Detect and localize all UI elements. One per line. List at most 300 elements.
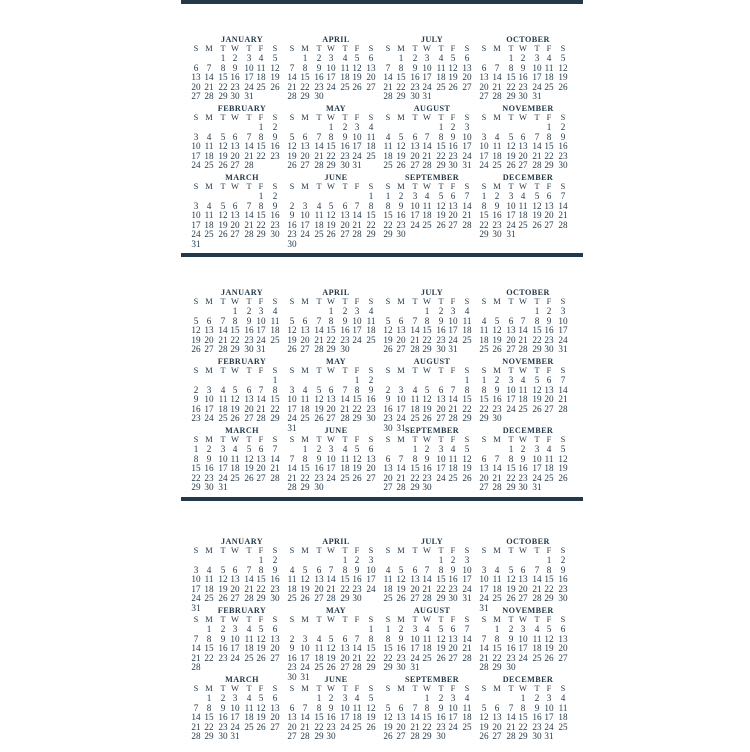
day-number: 29 [436, 160, 446, 171]
week-row [383, 210, 473, 220]
day-number: 24 [518, 652, 528, 663]
day-number: 17 [230, 712, 240, 723]
day-number: 13 [230, 574, 240, 585]
week-row [383, 385, 473, 395]
month-november [479, 357, 569, 425]
day-number: 6 [546, 375, 552, 385]
day-number: 30 [532, 731, 542, 742]
day-number: 23 [326, 721, 336, 732]
day-number: 22 [436, 583, 446, 594]
weekday-label: S [272, 435, 278, 444]
week-row [383, 574, 473, 584]
day-number: 16 [314, 463, 324, 474]
day-number: 25 [352, 721, 362, 732]
day-number: 15 [340, 574, 350, 585]
day-number: 21 [314, 334, 324, 345]
day-number: 18 [462, 712, 472, 723]
day-number: 1 [258, 555, 264, 565]
day-number: 11 [558, 702, 568, 713]
day-number: 7 [354, 200, 360, 211]
week-row [383, 463, 473, 473]
day-number: 25 [244, 721, 254, 732]
weekday-label: S [193, 44, 199, 53]
day-number: 7 [520, 315, 526, 326]
day-number: 26 [506, 160, 516, 171]
weekday-label: S [289, 44, 295, 53]
weekday-label: S [560, 435, 566, 444]
day-number: 22 [326, 334, 336, 345]
day-number: 16 [422, 463, 432, 474]
weekday-label: S [560, 297, 566, 306]
day-number: 15 [314, 712, 324, 723]
day-number: 28 [191, 662, 201, 673]
weekday-label: S [560, 684, 566, 693]
day-number: 23 [191, 413, 201, 424]
month-october [479, 35, 569, 103]
day-number: 27 [396, 344, 406, 355]
day-number: 1 [481, 191, 487, 201]
month-june [287, 426, 377, 494]
day-number: 30 [218, 731, 228, 742]
month-june [287, 173, 377, 249]
day-number: 3 [328, 53, 334, 63]
weekday-label: F [450, 297, 456, 306]
month-name: MARCH [225, 173, 259, 182]
day-number: 1 [258, 122, 264, 132]
day-number: 6 [258, 444, 264, 454]
day-number: 19 [191, 334, 201, 345]
day-number: 22 [300, 472, 310, 483]
day-number: 9 [220, 633, 226, 644]
day-number: 22 [544, 150, 554, 161]
weekday-label: F [258, 44, 264, 53]
week-row [287, 555, 377, 565]
day-number: 22 [492, 652, 502, 663]
day-number: 5 [272, 53, 278, 63]
weekday-header [479, 366, 569, 375]
day-number: 30 [383, 423, 393, 433]
day-number: 12 [366, 702, 376, 713]
week-row [287, 344, 377, 354]
month-november [479, 104, 569, 172]
day-number: 21 [410, 334, 420, 345]
month-name: FEBRUARY [217, 606, 267, 615]
day-number: 14 [383, 72, 393, 83]
day-number: 3 [412, 191, 418, 201]
day-number: 13 [479, 463, 489, 474]
day-number: 6 [520, 131, 526, 142]
day-number: 12 [191, 325, 201, 336]
day-number: 1 [534, 306, 540, 316]
day-number: 12 [300, 574, 310, 585]
weekday-header [287, 366, 377, 375]
day-number: 31 [506, 229, 516, 240]
day-number: 19 [256, 643, 266, 654]
weekday-label: T [246, 113, 252, 122]
day-number: 3 [302, 633, 308, 644]
week-row [383, 316, 473, 326]
weekday-label: S [464, 113, 470, 122]
day-number: 16 [270, 141, 280, 152]
day-number: 22 [506, 81, 516, 92]
weekday-header [383, 182, 473, 191]
week-row [191, 574, 281, 584]
day-number: 11 [204, 141, 214, 152]
day-number: 16 [492, 210, 502, 221]
day-number: 19 [326, 652, 336, 663]
day-number: 10 [326, 453, 336, 464]
day-number: 24 [287, 413, 297, 424]
week-row [383, 731, 473, 741]
day-number: 2 [272, 122, 278, 132]
day-number: 20 [366, 463, 376, 474]
day-number: 27 [287, 731, 297, 742]
day-number: 10 [448, 315, 458, 326]
day-number: 22 [218, 81, 228, 92]
day-number: 29 [532, 344, 542, 355]
month-name: MAY [325, 606, 346, 615]
weekday-label: S [481, 113, 487, 122]
week-row [287, 473, 377, 483]
day-number: 30 [270, 593, 280, 604]
day-number: 4 [342, 53, 348, 63]
week-row [287, 584, 377, 594]
day-number: 22 [340, 583, 350, 594]
day-number: 7 [560, 191, 566, 201]
week-row [287, 375, 377, 385]
day-number: 5 [560, 444, 566, 454]
day-number: 19 [462, 463, 472, 474]
week-row [479, 160, 569, 170]
week-row [191, 653, 281, 663]
week-row [383, 229, 473, 239]
day-number: 3 [220, 444, 226, 454]
day-number: 15 [436, 574, 446, 585]
weekday-label: F [546, 366, 552, 375]
week-row [479, 325, 569, 335]
day-number: 2 [246, 306, 252, 316]
day-number: 30 [558, 160, 568, 171]
day-number: 1 [206, 693, 212, 703]
day-number: 22 [422, 334, 432, 345]
weekday-label: S [385, 615, 391, 624]
week-row [287, 325, 377, 335]
week-row [479, 82, 569, 92]
day-number: 25 [383, 593, 393, 604]
day-number: 31 [218, 482, 228, 493]
day-number: 1 [316, 693, 322, 703]
day-number: 24 [410, 219, 420, 230]
weekday-label: M [205, 684, 213, 693]
day-number: 21 [191, 721, 201, 732]
day-number: 4 [546, 444, 552, 454]
day-number: 5 [398, 564, 404, 575]
day-number: 4 [450, 444, 456, 454]
day-number: 1 [302, 53, 308, 63]
weekday-label: F [354, 44, 360, 53]
day-number: 29 [256, 229, 266, 240]
weekday-label: S [272, 113, 278, 122]
day-number: 17 [410, 210, 420, 221]
day-number: 11 [544, 453, 554, 464]
day-number: 6 [412, 131, 418, 142]
month-name: MAY [325, 357, 346, 366]
day-number: 21 [314, 150, 324, 161]
weekday-label: F [258, 435, 264, 444]
weekday-label: T [246, 615, 252, 624]
day-number: 18 [352, 712, 362, 723]
week-row [383, 141, 473, 151]
month-november [479, 606, 569, 674]
weekday-label: T [220, 684, 226, 693]
week-row [287, 210, 377, 220]
day-number: 26 [287, 160, 297, 171]
day-number: 6 [328, 384, 334, 395]
day-number: 25 [422, 219, 432, 230]
month-name: JULY [420, 35, 444, 44]
weekday-label: M [397, 113, 405, 122]
day-number: 26 [462, 472, 472, 483]
weekday-label: W [327, 297, 335, 306]
day-number: 4 [385, 564, 391, 575]
day-number: 23 [436, 721, 446, 732]
day-number: 14 [492, 463, 502, 474]
day-number: 26 [326, 229, 336, 240]
week-row [287, 454, 377, 464]
day-number: 28 [256, 413, 266, 424]
day-number: 6 [232, 564, 238, 575]
day-number: 24 [462, 583, 472, 594]
day-number: 4 [368, 306, 374, 316]
weekday-label: S [385, 44, 391, 53]
weekday-label: T [220, 546, 226, 555]
day-number: 24 [544, 721, 554, 732]
day-number: 26 [558, 472, 568, 483]
day-number: 2 [560, 555, 566, 565]
day-number: 5 [316, 384, 322, 395]
day-number: 12 [436, 200, 446, 211]
day-number: 26 [492, 344, 502, 355]
weekday-label: M [397, 615, 405, 624]
weekday-label: W [423, 546, 431, 555]
week-row [479, 584, 569, 594]
weekday-label: F [354, 435, 360, 444]
day-number: 10 [300, 643, 310, 654]
day-number: 12 [256, 633, 266, 644]
day-number: 24 [326, 81, 336, 92]
weekday-label: T [508, 366, 514, 375]
weekday-label: W [519, 182, 527, 191]
week-row [383, 584, 473, 594]
weekday-label: S [272, 182, 278, 191]
day-number: 9 [520, 453, 526, 464]
day-number: 3 [232, 693, 238, 703]
day-number: 5 [385, 315, 391, 326]
day-number: 5 [546, 624, 552, 634]
day-number: 29 [256, 593, 266, 604]
day-number: 16 [270, 210, 280, 221]
day-number: 29 [366, 662, 376, 673]
day-number: 3 [546, 693, 552, 703]
day-number: 17 [506, 394, 516, 405]
day-number: 9 [508, 633, 514, 644]
day-number: 17 [340, 712, 350, 723]
day-number: 8 [534, 315, 540, 326]
day-number: 2 [438, 306, 444, 316]
weekday-label: T [342, 297, 348, 306]
weekday-label: M [493, 366, 501, 375]
day-number: 29 [479, 413, 489, 424]
day-number: 28 [314, 344, 324, 355]
day-number: 3 [398, 384, 404, 395]
day-number: 27 [462, 81, 472, 92]
weekday-header [383, 366, 473, 375]
week-row [191, 624, 281, 634]
day-number: 28 [326, 593, 336, 604]
day-number: 29 [270, 413, 280, 424]
day-number: 21 [270, 463, 280, 474]
day-number: 22 [383, 219, 393, 230]
week-row [479, 335, 569, 345]
week-row [383, 722, 473, 732]
weekday-label: M [301, 684, 309, 693]
day-number: 30 [410, 91, 420, 102]
day-number: 16 [218, 712, 228, 723]
weekday-label: M [493, 182, 501, 191]
weekday-label: M [493, 435, 501, 444]
day-number: 10 [287, 394, 297, 405]
month-january [191, 288, 281, 356]
day-number: 1 [508, 444, 514, 454]
month-name: FEBRUARY [217, 104, 267, 113]
weekday-label: T [316, 182, 322, 191]
week-row [479, 404, 569, 414]
day-number: 11 [204, 574, 214, 585]
day-number: 8 [193, 453, 199, 464]
week-row [191, 385, 281, 395]
day-number: 28 [218, 344, 228, 355]
day-number: 9 [450, 131, 456, 142]
day-number: 2 [342, 122, 348, 132]
day-number: 11 [340, 62, 350, 73]
month-march [191, 675, 281, 743]
day-number: 12 [352, 453, 362, 464]
day-number: 14 [492, 72, 502, 83]
day-number: 18 [244, 643, 254, 654]
day-number: 16 [287, 652, 297, 663]
weekday-label: S [385, 435, 391, 444]
day-number: 21 [256, 403, 266, 414]
day-number: 29 [383, 229, 393, 240]
day-number: 3 [412, 624, 418, 634]
day-number: 3 [520, 624, 526, 634]
weekday-label: S [193, 684, 199, 693]
day-number: 19 [218, 150, 228, 161]
day-number: 23 [340, 150, 350, 161]
day-number: 21 [532, 150, 542, 161]
day-number: 6 [520, 564, 526, 575]
day-number: 14 [244, 574, 254, 585]
day-number: 21 [492, 472, 502, 483]
day-number: 19 [492, 334, 502, 345]
day-number: 5 [385, 702, 391, 713]
day-number: 12 [532, 384, 542, 395]
day-number: 20 [287, 721, 297, 732]
day-number: 19 [436, 643, 446, 654]
day-number: 4 [206, 131, 212, 142]
weekday-label: T [508, 546, 514, 555]
day-number: 28 [558, 219, 568, 230]
day-number: 23 [340, 334, 350, 345]
day-number: 9 [438, 702, 444, 713]
weekday-label: W [231, 684, 239, 693]
day-number: 29 [492, 662, 502, 673]
weekday-label: T [316, 546, 322, 555]
week-row [383, 413, 473, 423]
week-row [191, 151, 281, 161]
week-row [479, 555, 569, 565]
weekday-label: S [481, 615, 487, 624]
weekday-label: W [231, 366, 239, 375]
day-number: 30 [506, 662, 516, 673]
day-number: 4 [520, 375, 526, 385]
weekday-label: S [272, 546, 278, 555]
day-number: 18 [479, 334, 489, 345]
day-number: 22 [256, 219, 266, 230]
week-row [191, 731, 281, 741]
day-number: 9 [193, 394, 199, 405]
weekday-label: S [481, 546, 487, 555]
weekday-label: W [519, 546, 527, 555]
day-number: 3 [534, 53, 540, 63]
day-number: 4 [258, 53, 264, 63]
weekday-label: T [534, 44, 540, 53]
day-number: 30 [244, 344, 254, 355]
day-number: 27 [300, 344, 310, 355]
day-number: 25 [383, 160, 393, 171]
weekday-label: T [534, 615, 540, 624]
day-number: 15 [422, 325, 432, 336]
day-number: 15 [300, 72, 310, 83]
month-december [479, 426, 569, 494]
day-number: 8 [328, 315, 334, 326]
day-number: 7 [258, 384, 264, 395]
week-row [383, 344, 473, 354]
day-number: 8 [328, 131, 334, 142]
day-number: 26 [436, 219, 446, 230]
weekday-label: F [258, 615, 264, 624]
weekday-label: W [423, 297, 431, 306]
day-number: 29 [544, 160, 554, 171]
day-number: 7 [328, 564, 334, 575]
weekday-label: W [231, 113, 239, 122]
day-number: 21 [448, 403, 458, 414]
weekday-label: W [327, 182, 335, 191]
day-number: 16 [492, 394, 502, 405]
month-name: APRIL [322, 35, 350, 44]
week-row [383, 593, 473, 603]
day-number: 7 [354, 633, 360, 644]
weekday-header [287, 44, 377, 53]
day-number: 22 [383, 652, 393, 663]
day-number: 8 [385, 200, 391, 211]
day-number: 10 [218, 453, 228, 464]
day-number: 30 [326, 731, 336, 742]
day-number: 13 [518, 141, 528, 152]
day-number: 8 [368, 633, 374, 644]
weekday-label: F [546, 435, 552, 444]
day-number: 20 [191, 81, 201, 92]
